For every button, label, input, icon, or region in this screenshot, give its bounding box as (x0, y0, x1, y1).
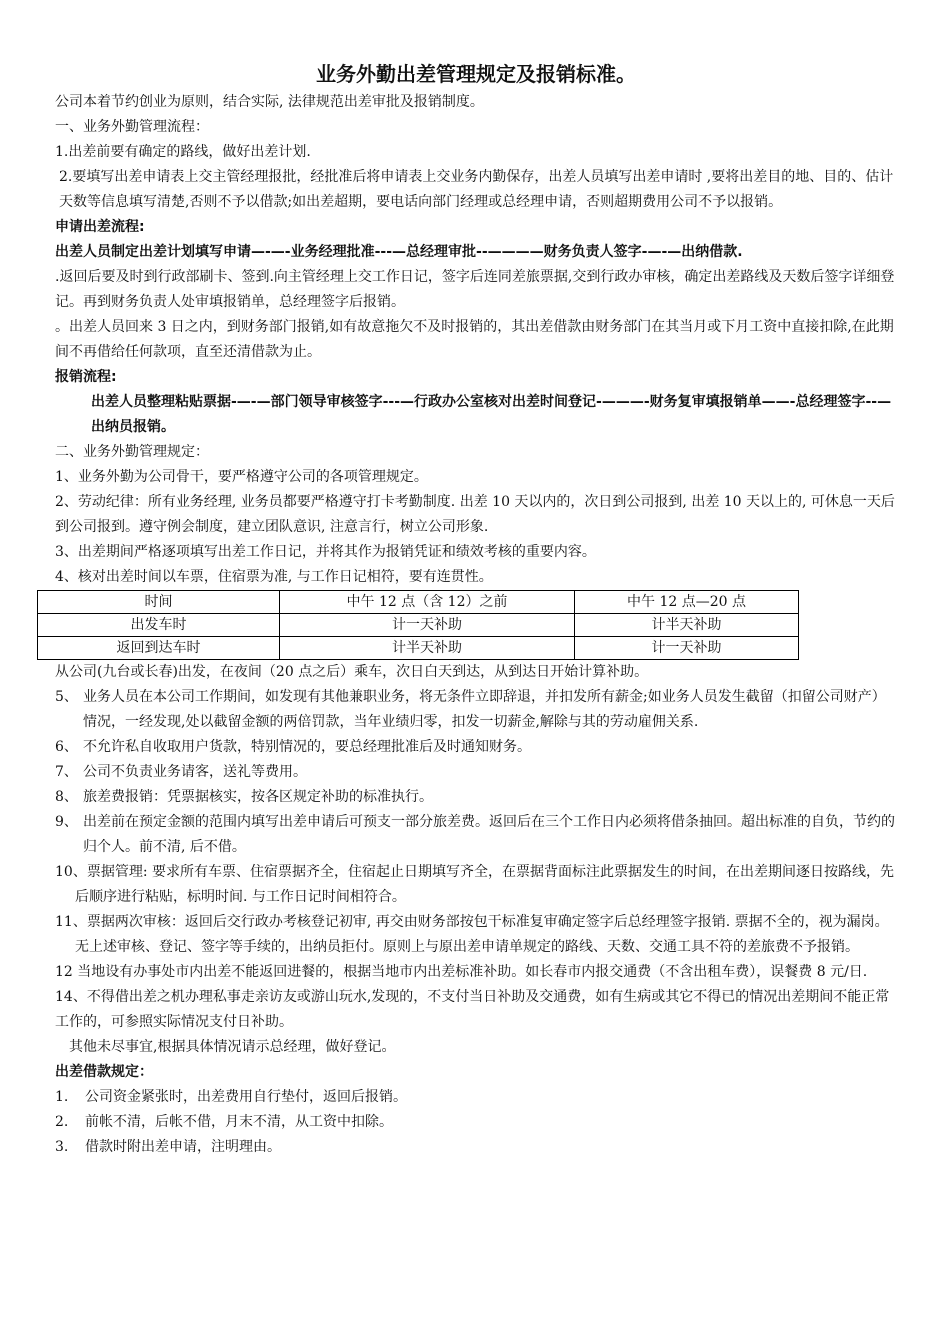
return-text: .返回后要及时到行政部刷卡、签到.向主管经理上交工作日记，签字后连同差旅票据,交到行政办审核，确定出差路线及天数后签字详细登记。再到财务负责人处审填报销单，总经理签字后报销。 (55, 269, 895, 310)
intro-text: 公司本着节约创业为原则，结合实际, 法律规范出差审批及报销制度。 (55, 94, 484, 110)
after-table-text: 从公司(九台或长春)出发，在夜间（20 点之后）乘车，次日白天到达，从到达日开始计算补助。 (55, 664, 649, 680)
rule-2: 2、劳动纪律：所有业务经理, 业务员都要严格遵守打卡考勤制度. 出差 10 天以内的，次日到公司报到, 出差 10 天以上的, 可休息一天后到公司报到。遵守例会制度，建立团队意识, 注意言行，树立公司形象. (55, 494, 895, 535)
rule-text: 旅差费报销：凭票据核实，按各区规定补助的标准执行。 (83, 789, 433, 805)
rule-4: 4、核对出差时间以车票，住宿票为准, 与工作日记相符，要有连贯性。 (55, 569, 493, 585)
table-header-cell: 中午 12 点—20 点 (575, 591, 799, 614)
rule-text: 不允许私自收取用户货款，特别情况的，要总经理批准后及时通知财务。 (83, 739, 531, 755)
loan-item-number: 1. (55, 1089, 69, 1105)
loan-item (55, 1085, 897, 1110)
rule-14: 14、不得借出差之机办理私事走亲访友或游山玩水,发现的，不支付当日补助及交通费，如有生病或其它不得已的情况出差期间不能正常工作的，可参照实际情况支付日补助。 (55, 989, 890, 1030)
section1-item1: 1.出差前要有确定的路线，做好出差计划. (55, 144, 311, 160)
rule-9 (55, 810, 897, 860)
table-header-cell: 中午 12 点（含 12）之前 (280, 591, 575, 614)
rule-text: 业务人员在本公司工作期间，如发现有其他兼职业务，将无条件立即辞退，并扣发所有薪金;如业务人员发生截留（扣留公司财产）情况，一经发现,处以截留金额的两倍罚款，当年业绩归零，扣发一切薪金,解除与其的劳动雇佣关系. (83, 689, 886, 730)
rule-text: 公司不负责业务请客，送礼等费用。 (83, 764, 307, 780)
loan-item-text: 前帐不清，后帐不借，月末不清，从工资中扣除。 (85, 1114, 393, 1130)
allowance-table (37, 590, 799, 660)
table-header-cell: 时间 (38, 591, 280, 614)
rule-number: 6、 (55, 739, 78, 755)
document (55, 58, 897, 1160)
reimb-flow: 出差人员整理粘贴票据-—-—部门领导审核签字---—行政办公室核对出差时间登记-———-财务复审填报销单——-总经理签字--—出纳员报销。 (91, 394, 892, 435)
apply-heading: 申请出差流程: (55, 219, 145, 235)
repay-text: 。出差人员回来 3 日之内，到财务部门报销,如有故意拖欠不及时报销的，其出差借款由财务部门在其当月或下月工资中直接扣除,在此期间不再借给任何款项，直至还清借款为止。 (55, 319, 894, 360)
rule-text: 出差前在预定金额的范围内填写出差申请后可预支一部分旅差费。返回后在三个工作日内必须将借条抽回。超出标准的自负，节约的归个人。前不清, 后不借。 (83, 814, 895, 855)
table-row (38, 614, 799, 637)
other-matters: 其他未尽事宜,根据具体情况请示总经理，做好登记。 (69, 1039, 396, 1055)
table-cell: 计半天补助 (575, 614, 799, 637)
rule-11: 11、票据两次审核：返回后交行政办考核登记初审, 再交由财务部按包干标准复审确定签字后总经理签字报销. 票据不全的，视为漏岗。无上述审核、登记、签字等手续的，出纳员拒付。原则上与原出差申请单规定的路线、天数、交通工具不符的差旅费不予报销。 (55, 914, 889, 955)
table-header-row (38, 591, 799, 614)
rule-6 (55, 735, 897, 760)
rule-5 (55, 685, 897, 735)
rule-number: 7、 (55, 764, 78, 780)
rule-1: 1、业务外勤为公司骨干，要严格遵守公司的各项管理规定。 (55, 469, 428, 485)
loan-item (55, 1110, 897, 1135)
table-cell: 返回到达车时 (38, 637, 280, 660)
loan-item-text: 公司资金紧张时，出差费用自行垫付，返回后报销。 (85, 1089, 407, 1105)
reimb-heading: 报销流程: (55, 369, 117, 385)
rule-7 (55, 760, 897, 785)
rule-12: 12 当地设有办事处市内出差不能返回进餐的，根据当地市内出差标准补助。如长春市内报交通费（不含出租车费），误餐费 8 元/日. (55, 964, 868, 980)
rule-number: 9、 (55, 814, 78, 830)
section1-heading: 一、业务外勤管理流程： (55, 119, 209, 135)
loan-item-number: 3. (55, 1139, 69, 1155)
table-cell: 计一天补助 (280, 614, 575, 637)
rule-number: 5、 (55, 689, 78, 705)
loan-item-text: 借款时附出差申请，注明理由。 (85, 1139, 281, 1155)
rule-number: 8、 (55, 789, 78, 805)
table-cell: 计一天补助 (575, 637, 799, 660)
table-cell: 出发车时 (38, 614, 280, 637)
rule-8 (55, 785, 897, 810)
loan-item (55, 1135, 897, 1160)
section2-heading: 二、业务外勤管理规定： (55, 444, 209, 460)
section1-item2: 2.要填写出差申请表上交主管经理报批，经批准后将申请表上交业务内勤保存，出差人员填写出差申请时 ,要将出差目的地、目的、估计天数等信息填写清楚,否则不予以借款;如出差超期，要电话向部门经理或总经理申请，否则超期费用公司不予以报销。 (59, 169, 894, 210)
table-row (38, 637, 799, 660)
loan-item-number: 2. (55, 1114, 69, 1130)
document-title: 业务外勤出差管理规定及报销标准。 (316, 62, 636, 86)
apply-flow: 出差人员制定出差计划填写申请—-—-业务经理批准---—总经理审批--————财务负责人签字-—-—出纳借款. (55, 244, 743, 260)
rule-3: 3、出差期间严格逐项填写出差工作日记，并将其作为报销凭证和绩效考核的重要内容。 (55, 544, 596, 560)
rule-10: 10、票据管理: 要求所有车票、住宿票据齐全，住宿起止日期填写齐全，在票据背面标注此票据发生的时间，在出差期间逐日按路线，先后顺序进行粘贴，标明时间. 与工作日记时间相符合。 (55, 864, 894, 905)
loan-heading: 出差借款规定： (55, 1064, 153, 1080)
table-cell: 计半天补助 (280, 637, 575, 660)
